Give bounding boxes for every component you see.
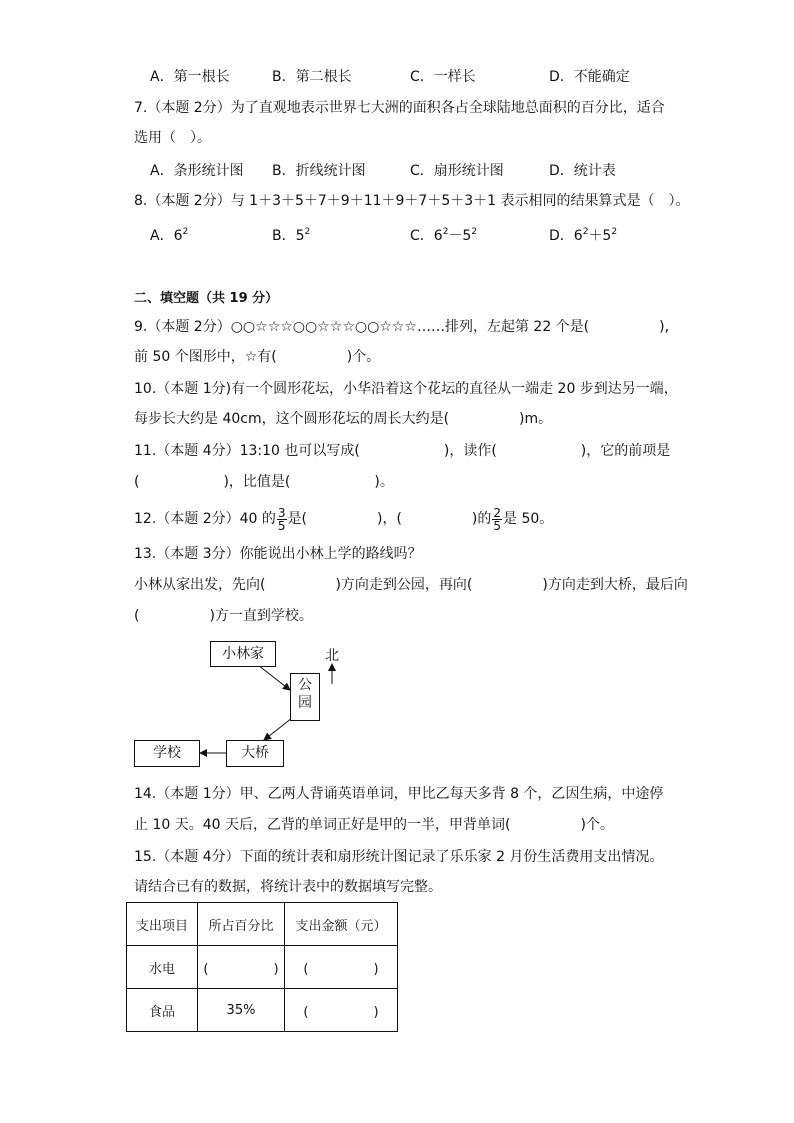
q13-line2: 小林从家出发，先向( )方向走到公园，再向( )方向走到大桥，最后向 [134, 577, 688, 593]
home-box: 小林家 [210, 641, 276, 667]
table-cell: ( ) [285, 946, 398, 989]
q6-option-d: D．不能确定 [549, 69, 630, 85]
table-row [127, 946, 398, 989]
q7-line1: 7.（本题 2分）为了直观地表示世界七大洲的面积各占全球陆地总面积的百分比，适合 [134, 100, 665, 116]
q13-line1: 13.（本题 3分）你能说出小林上学的路线吗？ [134, 546, 422, 562]
q6-option-b: B．第二根长 [272, 69, 352, 85]
home-to-park-arrow [258, 665, 290, 690]
table-cell: 水电 [127, 946, 198, 989]
table-row [127, 989, 398, 1032]
q7-line2: 选用（ ）。 [134, 130, 211, 146]
table-header-row [127, 903, 398, 946]
q6-option-a: A．第一根长 [150, 69, 230, 85]
park-to-bridge-arrow [264, 718, 292, 740]
table-cell: ( ) [198, 946, 285, 989]
q12-line: 12.（本题 2分）40 的 $\frac{3}{5}$ 是( )，( )的 $\frac{2}{5}$ 是 50。 [134, 505, 554, 533]
q12-fraction-2: $\frac{2}{5}$ [493, 505, 502, 533]
q8-option-b: B．$5^2$ [272, 227, 311, 244]
section-title: 二、填空题（共 19 分） [134, 291, 279, 306]
q7-option-c: C．扇形统计图 [410, 163, 504, 179]
q11-line1: 11.（本题 4分）13:10 也可以写成( )，读作( )，它的前项是 [134, 443, 671, 459]
q7-option-a: A．条形统计图 [150, 163, 244, 179]
school-box: 学校 [134, 740, 200, 767]
q9-line2: 前 50 个图形中，☆有( )个。 [134, 349, 381, 365]
table-header: 支出金额（元） [285, 903, 398, 946]
q8-line1: 8.（本题 2分）与 1＋3＋5＋7＋9＋11＋9＋7＋5＋3＋1 表示相同的结果算式是（ ）。 [134, 193, 690, 209]
q14-line1: 14.（本题 1分）甲、乙两人背诵英语单词，甲比乙每天多背 8 个，乙因生病，中途停 [134, 786, 664, 802]
bridge-box: 大桥 [226, 740, 284, 767]
q7-option-b: B．折线统计图 [272, 163, 366, 179]
q8-option-d: D．$6^2+5^2$ [549, 227, 618, 244]
table-cell: ( ) [285, 989, 398, 1032]
q11-line2: ( )，比值是( )。 [134, 474, 394, 490]
q7-option-d: D．统计表 [549, 163, 616, 179]
q15-line1: 15.（本题 4分）下面的统计表和扇形统计图记录了乐乐家 2 月份生活费用支出情况。 [134, 849, 664, 865]
table-cell: 食品 [127, 989, 198, 1032]
q12-fraction-1: $\frac{3}{5}$ [277, 505, 286, 533]
q8-option-c: C．$6^2-5^2$ [410, 227, 478, 244]
q6-option-c: C．一样长 [410, 69, 476, 85]
q15-line2: 请结合已有的数据，将统计表中的数据填写完整。 [134, 879, 442, 895]
q9-line1: 9.（本题 2分）○○☆☆☆○○☆☆☆○○☆☆☆……排列，左起第 22 个是( ), [134, 319, 670, 335]
table-header: 支出项目 [127, 903, 198, 946]
table-header: 所占百分比 [198, 903, 285, 946]
park-box: 公 园 [290, 673, 320, 721]
north-label: 北 [325, 648, 339, 664]
expense-table [126, 902, 398, 1032]
q13-line3: ( )方一直到学校。 [134, 608, 313, 624]
table-cell: 35% [198, 989, 285, 1032]
q8-option-a: A．$6^2$ [150, 227, 189, 244]
q10-line1: 10.（本题 1分)有一个圆形花坛，小华沿着这个花坛的直径从一端走 20 步到达另一端， [134, 381, 678, 397]
q10-line2: 每步长大约是 40cm，这个圆形花坛的周长大约是( )m。 [134, 411, 553, 427]
q14-line2: 止 10 天。40 天后，乙背的单词正好是甲的一半，甲背单词( )个。 [134, 817, 614, 833]
